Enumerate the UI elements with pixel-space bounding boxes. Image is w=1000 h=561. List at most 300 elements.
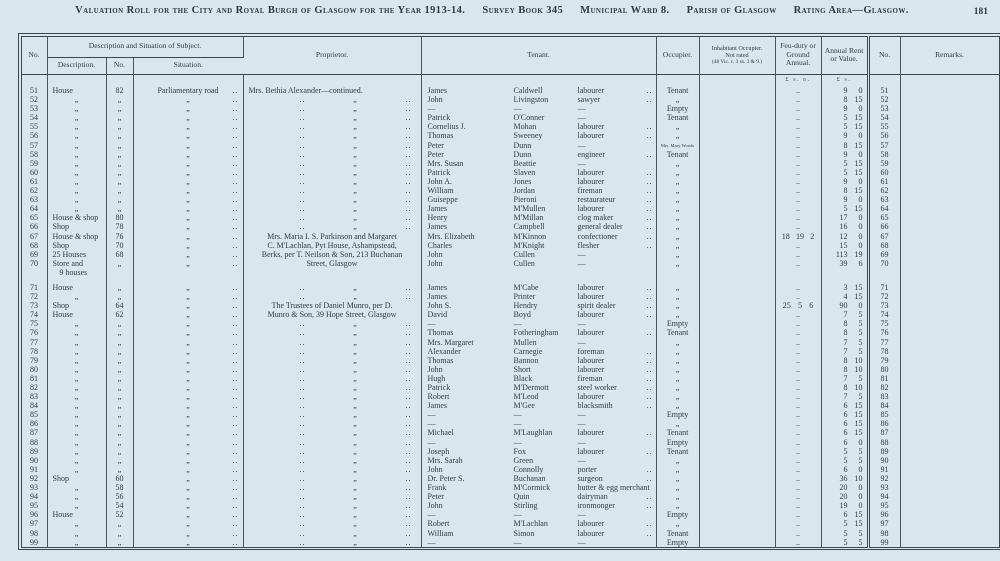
row-description xyxy=(47,113,106,122)
row-feu-duty xyxy=(775,292,821,301)
row-no2 xyxy=(868,338,900,347)
roll-row xyxy=(21,250,999,259)
tenant-trade: sawyer xyxy=(577,95,601,105)
row-remarks xyxy=(900,356,999,365)
description-cell: „ xyxy=(74,95,79,105)
row-no2 xyxy=(868,159,900,168)
row-inhabitant-occupier xyxy=(699,365,775,374)
street-no-value: 82 xyxy=(115,86,124,95)
street-no-value: „ xyxy=(117,282,122,292)
row-no-value: 64 xyxy=(30,204,38,214)
row-no xyxy=(21,492,47,501)
tenant-surname: M'Gee xyxy=(513,401,535,411)
row-description xyxy=(47,438,106,447)
roll-row xyxy=(21,241,999,250)
occupier-value: „ xyxy=(675,464,680,474)
row-proprietor xyxy=(243,159,421,168)
row-proprietor xyxy=(243,538,421,548)
rent-cell xyxy=(822,241,867,250)
tenant-cell xyxy=(422,250,656,259)
row-inhabitant-occupier xyxy=(699,204,775,213)
description-cell: „ xyxy=(74,328,79,338)
row-proprietor xyxy=(243,447,421,456)
tenant-cell xyxy=(422,141,656,150)
row-no2 xyxy=(868,186,900,195)
tenant-trade: steel worker xyxy=(577,383,617,392)
row-inhabitant-occupier xyxy=(699,241,775,250)
row-street-no xyxy=(106,374,133,383)
row-tenant xyxy=(421,310,656,319)
row-situation xyxy=(133,95,243,104)
row-no-value: 70 xyxy=(30,258,38,268)
row-description xyxy=(47,483,106,492)
row-proprietor xyxy=(243,204,421,213)
row-annual-rent xyxy=(821,177,868,186)
situation-leader-dots: .. xyxy=(232,519,239,529)
situation-leader-dots: .. xyxy=(232,310,239,320)
situation-value: „ xyxy=(186,528,190,538)
row-no xyxy=(21,95,47,104)
description-cell: „ xyxy=(74,186,79,196)
situation-leader-dots: .. xyxy=(232,346,239,356)
description-cell: „ xyxy=(74,373,79,383)
row-description xyxy=(47,222,106,231)
row-no-value: 75 xyxy=(30,319,38,329)
row-tenant xyxy=(421,104,656,113)
situation-value: „ xyxy=(186,383,190,392)
row-no2 xyxy=(868,150,900,159)
rent-cell xyxy=(822,301,867,310)
row-street-no xyxy=(106,150,133,159)
row-situation xyxy=(133,338,243,347)
proprietor-ditto: .. „ .. xyxy=(299,428,412,438)
occupier-value: „ xyxy=(675,310,680,320)
row-no2-value: 65 xyxy=(880,213,889,223)
street-no-value: „ xyxy=(117,328,122,338)
tenant-surname: — xyxy=(513,419,522,429)
row-situation xyxy=(133,310,243,319)
row-inhabitant-occupier xyxy=(699,410,775,419)
street-no-value: „ xyxy=(117,131,122,141)
rent-cell xyxy=(822,392,867,401)
row-tenant xyxy=(421,250,656,259)
row-no xyxy=(21,529,47,538)
tenant-cell xyxy=(422,95,656,104)
roll-row xyxy=(21,131,999,140)
roll-row xyxy=(21,428,999,437)
row-situation xyxy=(133,86,243,95)
situation-leader-dots: .. xyxy=(232,95,239,105)
roll-row xyxy=(21,456,999,465)
row-no-value: 55 xyxy=(30,122,38,132)
rent-pounds: 36 xyxy=(839,473,848,483)
row-situation xyxy=(133,428,243,437)
tenant-trade: fireman xyxy=(577,186,603,196)
row-situation xyxy=(133,347,243,356)
roll-row xyxy=(21,447,999,456)
situation-cell xyxy=(134,419,243,428)
row-inhabitant-occupier xyxy=(699,447,775,456)
row-no2 xyxy=(868,86,900,95)
tenant-surname: Black xyxy=(513,373,533,383)
row-proprietor xyxy=(243,104,421,113)
situation-leader-dots: .. xyxy=(232,258,239,268)
description-cell: „ xyxy=(74,140,79,150)
rent-cell xyxy=(822,447,867,456)
row-inhabitant-occupier xyxy=(699,492,775,501)
tenant-surname: Printer xyxy=(513,292,536,302)
row-remarks xyxy=(900,168,999,177)
description-cell: Shop xyxy=(52,301,69,311)
rent-shillings: 15 xyxy=(854,510,863,520)
row-no-value: 56 xyxy=(30,131,38,141)
row-no-value: 88 xyxy=(30,437,38,447)
rent-pounds: 39 xyxy=(839,258,848,268)
street-no-value: „ xyxy=(117,410,122,420)
row-no-value: 80 xyxy=(30,364,38,374)
row-street-no xyxy=(106,301,133,310)
row-occupier xyxy=(656,492,699,501)
row-no xyxy=(21,328,47,337)
rent-pounds: 6 xyxy=(843,419,848,429)
roll-row xyxy=(21,519,999,528)
tenant-leader-dots: .. xyxy=(646,383,653,392)
row-no2-value: 75 xyxy=(880,319,889,329)
street-no-value: „ xyxy=(117,364,122,374)
row-tenant xyxy=(421,131,656,140)
occupier-value: „ xyxy=(675,122,680,132)
row-annual-rent xyxy=(821,122,868,131)
rent-shillings: 15 xyxy=(854,167,863,177)
tenant-cell xyxy=(422,131,656,140)
row-situation xyxy=(133,319,243,328)
description-cell: „ xyxy=(74,419,79,429)
street-no-value: „ xyxy=(117,140,122,150)
row-street-no xyxy=(106,222,133,231)
rent-cell xyxy=(822,428,867,437)
situation-leader-dots: .. xyxy=(232,473,239,483)
proprietor-ditto: .. „ .. xyxy=(299,204,412,214)
tenant-trade: — xyxy=(577,258,586,268)
tenant-forename: — xyxy=(427,437,436,447)
tenant-trade: labourer xyxy=(577,355,605,365)
tenant-forename: John xyxy=(427,501,443,511)
feu-duty-cell: .. xyxy=(796,195,801,205)
rent-pounds: 9 xyxy=(843,131,848,141)
rent-shillings: 0 xyxy=(858,483,863,493)
feu-duty-cell: .. xyxy=(796,113,801,123)
row-no2-value: 90 xyxy=(880,455,889,465)
description-cell: „ xyxy=(74,319,79,329)
street-no-value: 52 xyxy=(115,510,124,520)
proprietor-ditto: .. „ .. xyxy=(299,95,412,105)
feu-duty-cell: .. xyxy=(796,455,801,465)
row-no xyxy=(21,383,47,392)
situation-value: „ xyxy=(186,473,190,483)
row-situation xyxy=(133,177,243,186)
situation-cell xyxy=(134,483,243,492)
row-occupier xyxy=(656,150,699,159)
description-cell: „ xyxy=(74,122,79,132)
situation-value: „ xyxy=(186,213,190,223)
row-no2-value: 59 xyxy=(880,158,889,168)
row-street-no xyxy=(106,232,133,241)
row-no xyxy=(21,483,47,492)
row-occupier xyxy=(656,365,699,374)
row-description xyxy=(47,213,106,222)
proprietor-ditto: .. „ .. xyxy=(299,213,412,223)
rent-shillings: 5 xyxy=(858,319,863,329)
tenant-cell xyxy=(422,365,656,374)
rent-pounds: 8 xyxy=(843,140,848,150)
row-no2-value: 97 xyxy=(880,519,889,529)
tenant-leader-dots: .. xyxy=(646,292,653,302)
row-no2 xyxy=(868,538,900,548)
row-description xyxy=(47,283,106,292)
situation-leader-dots: .. xyxy=(232,464,239,474)
tenant-surname: M'Lachlan xyxy=(513,519,548,529)
row-street-no xyxy=(106,383,133,392)
rent-pounds: 9 xyxy=(843,86,848,95)
situation-value: „ xyxy=(186,176,190,186)
row-feu-duty xyxy=(775,410,821,419)
row-annual-rent xyxy=(821,259,868,277)
row-description xyxy=(47,250,106,259)
row-feu-duty xyxy=(775,213,821,222)
row-remarks xyxy=(900,365,999,374)
tenant-surname: Jordan xyxy=(513,186,535,196)
street-no-value: „ xyxy=(117,337,122,347)
feu-duty-cell: .. xyxy=(796,167,801,177)
situation-cell xyxy=(134,347,243,356)
tenant-surname: — xyxy=(513,437,522,447)
row-remarks xyxy=(900,104,999,113)
proprietor-ditto: .. „ .. xyxy=(299,176,412,186)
street-no-value: „ xyxy=(117,204,122,214)
tenant-surname: M'Mullen xyxy=(513,204,546,214)
situation-cell xyxy=(134,259,243,268)
row-inhabitant-occupier xyxy=(699,250,775,259)
tenant-leader-dots: .. xyxy=(646,492,653,502)
row-inhabitant-occupier xyxy=(699,310,775,319)
proprietor-ditto: .. „ .. xyxy=(299,437,412,447)
tenant-leader-dots: .. xyxy=(646,355,653,365)
row-no xyxy=(21,538,47,548)
situation-cell xyxy=(134,465,243,474)
feu-duty-cell: .. xyxy=(796,519,801,529)
row-proprietor xyxy=(243,529,421,538)
row-description xyxy=(47,259,106,277)
row-no2 xyxy=(868,104,900,113)
row-no2-value: 68 xyxy=(880,240,889,250)
tenant-surname: M'Cormick xyxy=(513,483,551,493)
row-feu-duty xyxy=(775,150,821,159)
proprietor-ditto: .. „ .. xyxy=(299,383,412,392)
tenant-forename: John xyxy=(427,249,443,259)
proprietor-ditto: .. „ .. xyxy=(299,464,412,474)
tenant-trade: flesher xyxy=(577,240,600,250)
row-no xyxy=(21,319,47,328)
tenant-trade: labourer xyxy=(577,310,605,320)
rent-cell xyxy=(822,410,867,419)
situation-leader-dots: .. xyxy=(232,319,239,329)
row-no2 xyxy=(868,356,900,365)
row-no xyxy=(21,365,47,374)
street-no-value: „ xyxy=(117,186,122,196)
tenant-cell xyxy=(422,456,656,465)
row-remarks xyxy=(900,122,999,131)
row-remarks xyxy=(900,131,999,140)
row-street-no xyxy=(106,328,133,337)
row-no-value: 87 xyxy=(30,428,38,438)
row-description xyxy=(47,232,106,241)
tenant-leader-dots: .. xyxy=(646,528,653,538)
street-no-value: „ xyxy=(117,383,122,392)
description-cell: House xyxy=(52,510,73,520)
occupier-value: Empty xyxy=(666,510,689,520)
row-no2 xyxy=(868,195,900,204)
description-cell: „ xyxy=(74,337,79,347)
occupier-value: Empty xyxy=(666,410,689,420)
description-cell: „ xyxy=(74,464,79,474)
tenant-forename: William xyxy=(427,186,454,196)
row-proprietor xyxy=(243,310,421,319)
situation-leader-dots: .. xyxy=(232,446,239,456)
tenant-trade: labourer xyxy=(577,292,605,302)
row-description xyxy=(47,310,106,319)
row-feu-duty xyxy=(775,538,821,548)
row-situation xyxy=(133,392,243,401)
street-no-value: 56 xyxy=(115,492,124,502)
row-annual-rent xyxy=(821,104,868,113)
row-no-value: 71 xyxy=(30,282,38,292)
row-occupier xyxy=(656,95,699,104)
feu-duty-cell: .. xyxy=(796,373,801,383)
tenant-forename: — xyxy=(427,104,436,114)
row-occupier xyxy=(656,438,699,447)
tenant-cell xyxy=(422,177,656,186)
row-no xyxy=(21,456,47,465)
row-remarks xyxy=(900,95,999,104)
proprietor-ditto: .. „ .. xyxy=(299,419,412,429)
situation-cell xyxy=(134,122,243,131)
rent-pounds: 7 xyxy=(843,392,848,402)
row-no-value: 79 xyxy=(30,355,38,365)
situation-cell xyxy=(134,301,243,310)
tenant-cell xyxy=(422,241,656,250)
occupier-value: „ xyxy=(675,337,680,347)
roll-row xyxy=(21,319,999,328)
roll-row xyxy=(21,383,999,392)
tenant-cell xyxy=(422,301,656,310)
roll-row xyxy=(21,86,999,95)
proprietor-ditto: .. „ .. xyxy=(299,319,412,329)
row-annual-rent xyxy=(821,292,868,301)
rent-cell xyxy=(822,538,867,547)
feu-duty-cell: .. xyxy=(796,104,801,114)
street-no-value: „ xyxy=(117,292,122,302)
tenant-forename: David xyxy=(427,310,448,320)
feu-duty-cell: .. xyxy=(796,419,801,429)
row-no xyxy=(21,122,47,131)
roll-row xyxy=(21,538,999,548)
description-cell: „ xyxy=(74,455,79,465)
row-situation xyxy=(133,131,243,140)
col-header-street-no: No. xyxy=(106,57,133,74)
rent-cell xyxy=(822,113,867,122)
proprietor-cell: Munro & Son, 39 Hope Street, Glasgow xyxy=(267,310,397,320)
row-no xyxy=(21,392,47,401)
row-remarks xyxy=(900,428,999,437)
rent-cell xyxy=(822,177,867,186)
row-no2-value: 95 xyxy=(880,501,889,511)
rent-cell xyxy=(822,186,867,195)
situation-cell xyxy=(134,131,243,140)
row-remarks xyxy=(900,222,999,231)
street-no-value: „ xyxy=(117,401,122,411)
row-no xyxy=(21,113,47,122)
row-feu-duty xyxy=(775,392,821,401)
situation-value: „ xyxy=(186,113,190,123)
row-proprietor xyxy=(243,365,421,374)
row-no xyxy=(21,259,47,277)
occupier-value: „ xyxy=(675,383,680,392)
row-remarks xyxy=(900,474,999,483)
row-tenant xyxy=(421,259,656,277)
row-tenant xyxy=(421,301,656,310)
row-inhabitant-occupier xyxy=(699,519,775,528)
feu-duty-cell: .. xyxy=(796,204,801,214)
row-no xyxy=(21,474,47,483)
situation-value: „ xyxy=(186,222,190,232)
tenant-trade: engineer xyxy=(577,149,606,159)
occupier-value: Tenant xyxy=(666,113,689,123)
rent-shillings: 15 xyxy=(854,419,863,429)
situation-cell xyxy=(134,232,243,241)
units-feu xyxy=(775,74,821,86)
description-cell: „ xyxy=(74,519,79,529)
row-description xyxy=(47,356,106,365)
street-no-value: „ xyxy=(117,428,122,438)
rent-shillings: 15 xyxy=(854,122,863,132)
description-cell: „ xyxy=(74,501,79,511)
row-no2 xyxy=(868,283,900,292)
situation-cell xyxy=(134,365,243,374)
row-description xyxy=(47,150,106,159)
row-occupier xyxy=(656,447,699,456)
rent-pounds: 7 xyxy=(843,373,848,383)
row-remarks xyxy=(900,438,999,447)
row-no2 xyxy=(868,168,900,177)
col-header-no2: No. xyxy=(868,36,900,74)
occupier-value: „ xyxy=(675,492,680,502)
situation-cell xyxy=(134,104,243,113)
row-annual-rent xyxy=(821,410,868,419)
row-remarks xyxy=(900,501,999,510)
tenant-surname: M'Knight xyxy=(513,240,545,250)
tenant-cell xyxy=(422,195,656,204)
row-street-no xyxy=(106,159,133,168)
rent-shillings: 0 xyxy=(858,492,863,502)
row-feu-duty xyxy=(775,347,821,356)
row-no2-value: 51 xyxy=(880,86,889,95)
row-situation xyxy=(133,538,243,548)
situation-value: „ xyxy=(186,104,190,114)
row-no xyxy=(21,141,47,150)
row-no xyxy=(21,131,47,140)
row-no2 xyxy=(868,141,900,150)
situation-cell xyxy=(134,501,243,510)
